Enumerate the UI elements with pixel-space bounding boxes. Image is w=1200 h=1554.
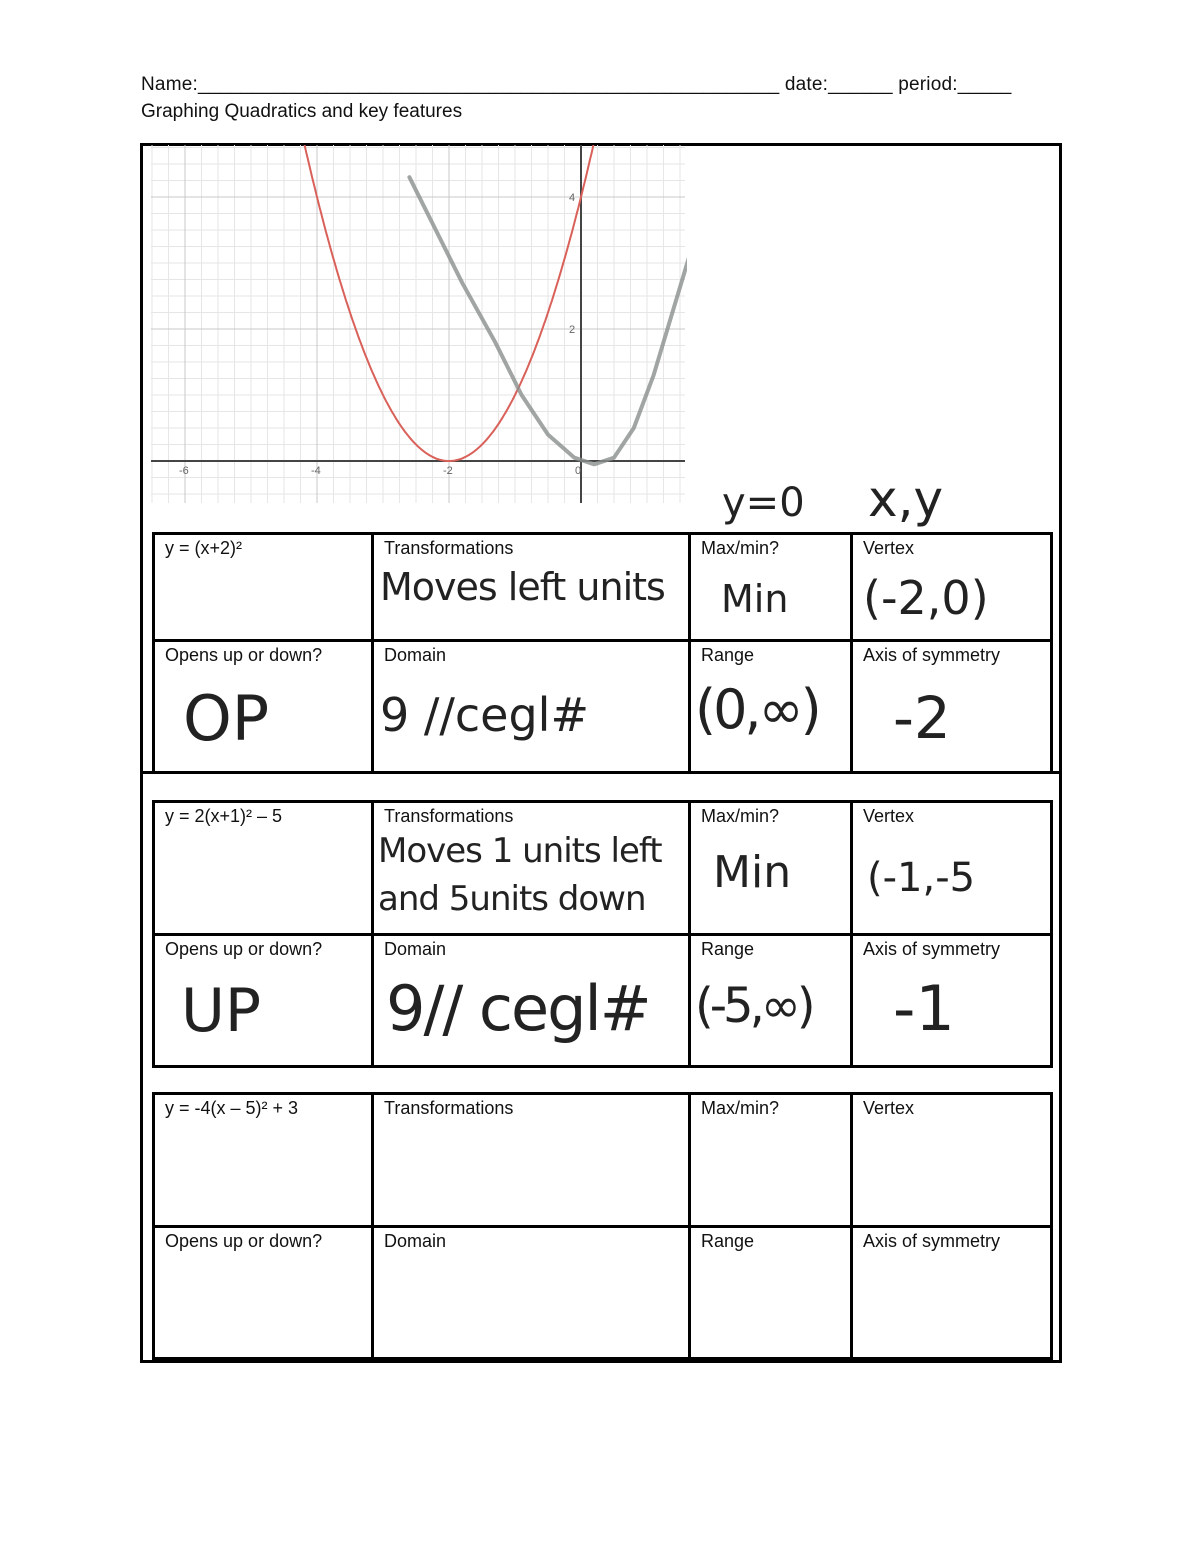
p2-maxmin-answer: Min xyxy=(713,847,792,898)
p1-axis-answer: -2 xyxy=(893,684,951,752)
name-label: Name: xyxy=(141,74,198,95)
p1-axis-cell[interactable] xyxy=(852,641,1052,773)
p2-domain-label: Domain xyxy=(384,939,447,959)
p1-transformations-label: Transformations xyxy=(384,538,514,558)
p3-axis-cell[interactable] xyxy=(852,1227,1052,1359)
p1-domain-label: Domain xyxy=(384,645,447,665)
p3-maxmin-label: Max/min? xyxy=(701,1098,780,1118)
maxmin-note: y=0 xyxy=(722,480,805,526)
p3-opens-label: Opens up or down? xyxy=(165,1231,323,1251)
p1-transformations-answer: Moves left units xyxy=(380,565,665,609)
p3-opens-cell[interactable] xyxy=(154,1227,373,1359)
p2-transformations-answer-2: and 5units down xyxy=(378,879,646,919)
p2-maxmin-cell[interactable] xyxy=(690,802,852,935)
problem-1-table xyxy=(152,532,1053,774)
p2-opens-answer: UP xyxy=(181,976,262,1046)
name-date-period-line xyxy=(141,74,1012,96)
p1-domain-cell[interactable] xyxy=(373,641,690,773)
p1-opens-answer: OP xyxy=(183,682,270,755)
p1-equation: y = (x+2)² xyxy=(165,538,243,558)
p1-opens-cell[interactable] xyxy=(154,641,373,773)
date-label: date: xyxy=(784,74,829,95)
p2-domain-cell[interactable] xyxy=(373,935,690,1067)
p2-transformations-label: Transformations xyxy=(384,806,514,826)
y-tick-label: 4 xyxy=(569,192,576,204)
p1-domain-answer: 9 //cegl# xyxy=(380,688,589,742)
p3-equation: y = -4(x – 5)² + 3 xyxy=(165,1098,299,1118)
x-tick-label: -2 xyxy=(443,465,453,477)
coordinate-graph xyxy=(145,145,687,505)
p2-range-answer: (-5,∞) xyxy=(695,978,812,1034)
p1-vertex-answer: (-2,0) xyxy=(863,571,989,625)
p3-transformations-cell[interactable] xyxy=(373,1094,690,1227)
worksheet-subtitle: Graphing Quadratics and key features xyxy=(141,101,463,122)
p2-vertex-answer: (-1,-5 xyxy=(867,855,976,901)
problem-2-table xyxy=(152,800,1053,1068)
p2-domain-answer: 9// cegl# xyxy=(386,972,650,1045)
p3-vertex-label: Vertex xyxy=(863,1098,915,1118)
name-blank[interactable]: ______________________________________________________ xyxy=(197,74,780,95)
p2-vertex-label: Vertex xyxy=(863,806,915,826)
p3-equation-cell xyxy=(154,1094,373,1227)
p2-axis-answer: -1 xyxy=(893,972,955,1045)
date-blank[interactable]: ______ xyxy=(828,74,893,95)
p1-axis-label: Axis of symmetry xyxy=(863,645,1001,665)
p2-range-label: Range xyxy=(701,939,755,959)
p2-transformations-answer-1: Moves 1 units left xyxy=(378,831,662,871)
y-tick-label: 2 xyxy=(569,324,576,336)
p3-axis-label: Axis of symmetry xyxy=(863,1231,1001,1251)
p3-domain-cell[interactable] xyxy=(373,1227,690,1359)
p1-maxmin-label: Max/min? xyxy=(701,538,780,558)
p1-range-label: Range xyxy=(701,645,755,665)
p1-transformations-cell[interactable] xyxy=(373,534,690,641)
p3-range-cell[interactable] xyxy=(690,1227,852,1359)
p2-maxmin-label: Max/min? xyxy=(701,806,780,826)
p2-axis-label: Axis of symmetry xyxy=(863,939,1001,959)
p1-maxmin-cell[interactable] xyxy=(690,534,852,641)
p1-range-answer: (0,∞) xyxy=(695,678,819,741)
p1-opens-label: Opens up or down? xyxy=(165,645,323,665)
p3-vertex-cell[interactable] xyxy=(852,1094,1052,1227)
p2-opens-label: Opens up or down? xyxy=(165,939,323,959)
p2-equation-cell xyxy=(154,802,373,935)
problem-3-table xyxy=(152,1092,1053,1360)
p2-transformations-cell[interactable] xyxy=(373,802,690,935)
p1-vertex-cell[interactable] xyxy=(852,534,1052,641)
vertex-note: x,y xyxy=(868,470,944,528)
p1-equation-cell xyxy=(154,534,373,641)
period-blank[interactable]: _____ xyxy=(957,74,1012,95)
p3-range-label: Range xyxy=(701,1231,755,1251)
p2-equation: y = 2(x+1)² – 5 xyxy=(165,806,283,826)
p2-vertex-cell[interactable] xyxy=(852,802,1052,935)
p3-maxmin-cell[interactable] xyxy=(690,1094,852,1227)
period-label: period: xyxy=(898,74,958,95)
p2-axis-cell[interactable] xyxy=(852,935,1052,1067)
p3-transformations-label: Transformations xyxy=(384,1098,514,1118)
p1-maxmin-answer: Min xyxy=(721,577,789,621)
x-tick-label: 0 xyxy=(575,465,582,477)
p2-opens-cell[interactable] xyxy=(154,935,373,1067)
p1-vertex-label: Vertex xyxy=(863,538,915,558)
x-tick-label: -4 xyxy=(311,465,321,477)
p1-range-cell[interactable] xyxy=(690,641,852,773)
p3-domain-label: Domain xyxy=(384,1231,447,1251)
p2-range-cell[interactable] xyxy=(690,935,852,1067)
x-tick-label: -6 xyxy=(179,465,189,477)
